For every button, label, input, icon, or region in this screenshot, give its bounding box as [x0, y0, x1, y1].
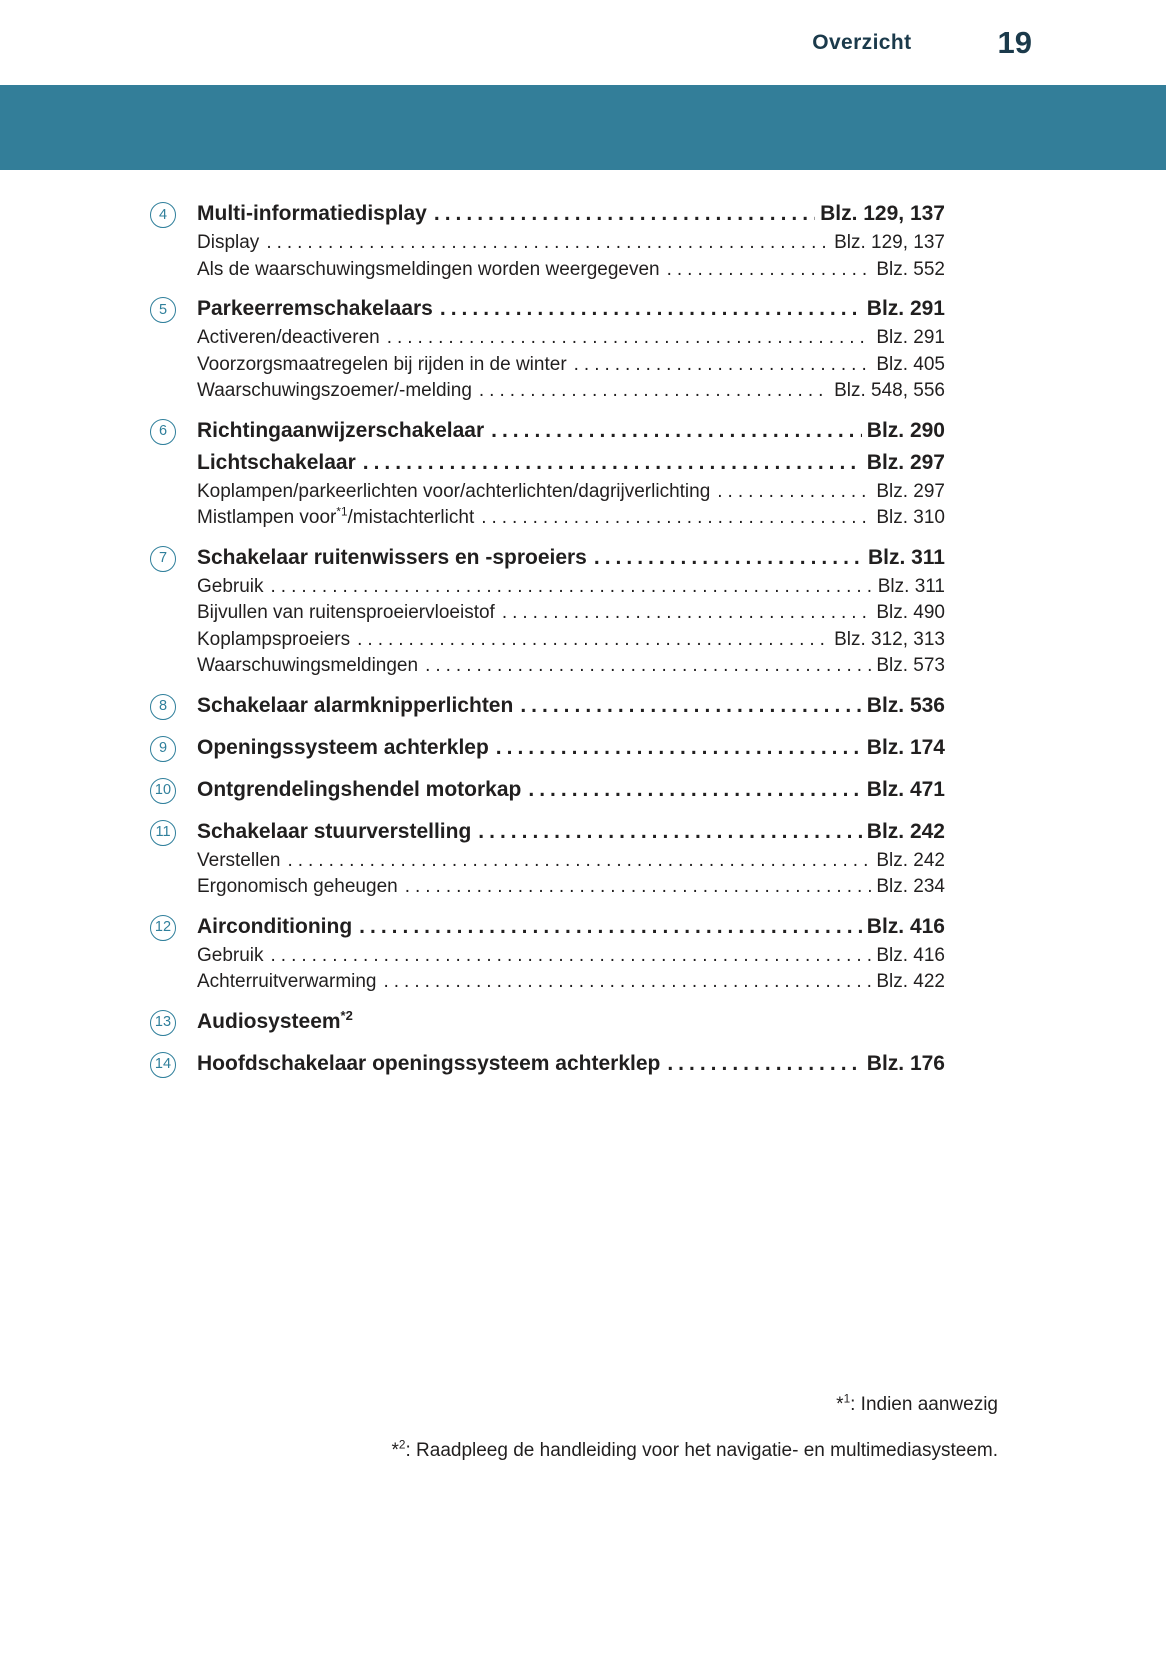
- entry-label: Koplampsproeiers: [197, 628, 351, 650]
- dot-leader: [440, 293, 862, 325]
- page-number: 19: [997, 24, 1032, 60]
- section-content: [197, 1048, 945, 1080]
- section-content: [197, 1006, 945, 1038]
- toc-section: [150, 198, 945, 283]
- entry-label: Waarschuwingszoemer/-melding: [197, 380, 472, 401]
- circled-number-badge: 12: [150, 915, 176, 941]
- circled-number-badge: 9: [150, 736, 176, 762]
- dot-leader: [359, 911, 862, 943]
- section-number-cell: [150, 542, 197, 680]
- section-content: [197, 542, 945, 680]
- section-content: [197, 198, 945, 283]
- page-reference: Blz. 129, 137: [834, 232, 945, 253]
- page-reference: Blz. 422: [876, 971, 945, 992]
- dot-leader: [271, 943, 872, 970]
- circled-number-badge: 7: [150, 546, 176, 572]
- entry-label: Schakelaar alarmknipperlichten: [197, 693, 514, 717]
- toc-title-row: [197, 911, 945, 943]
- entry-label: Bijvullen van ruitensproeiervloeistof: [197, 602, 495, 623]
- toc-section: [150, 732, 945, 764]
- page-reference: Blz. 297: [876, 480, 945, 502]
- toc-section: [150, 293, 945, 405]
- page-header-title: Overzicht: [812, 30, 912, 54]
- entry-label: Ontgrendelingshendel motorkap: [197, 777, 522, 801]
- section-number-cell: [150, 1048, 197, 1080]
- superscript-marker: *2: [340, 1007, 353, 1023]
- entry-label: Lichtschakelaar: [197, 450, 356, 474]
- page-reference: Blz. 291: [876, 327, 945, 348]
- section-number-cell: [150, 415, 197, 532]
- section-content: [197, 911, 945, 996]
- toc-section: [150, 415, 945, 532]
- toc-sub-row: [197, 325, 945, 352]
- dot-leader: [667, 1048, 861, 1080]
- toc-sub-row: [197, 943, 945, 970]
- toc-title-row: [197, 293, 945, 325]
- superscript-marker: *1: [336, 505, 348, 519]
- toc-sub-row: [197, 230, 945, 257]
- entry-label: Audiosysteem$^{*2}$: [197, 1007, 353, 1033]
- teal-band: [0, 85, 1166, 170]
- toc-title-row: [197, 816, 945, 848]
- toc-sub-row: [197, 627, 945, 654]
- circled-number-badge: 6: [150, 419, 176, 445]
- page-reference: Blz. 242: [866, 819, 945, 843]
- entry-label: Parkeerremschakelaars: [197, 297, 433, 320]
- toc-sub-row: [197, 874, 945, 901]
- entry-label: Ergonomisch geheugen: [197, 876, 398, 897]
- section-content: [197, 816, 945, 901]
- page-reference: Blz. 129, 137: [820, 202, 945, 225]
- page-reference: Blz. 490: [876, 602, 945, 623]
- section-number-cell: [150, 1006, 197, 1038]
- section-number-cell: [150, 732, 197, 764]
- circled-number-badge: 13: [150, 1010, 176, 1036]
- dot-leader: [667, 257, 872, 284]
- footnote: *$^1$: Indien aanwezig: [836, 1392, 998, 1415]
- page-reference: Blz. 548, 556: [834, 380, 945, 401]
- page-reference: Blz. 234: [876, 876, 945, 897]
- entry-label: Mistlampen voor$^{*1}$/mistachterlicht: [197, 505, 475, 528]
- toc-section: [150, 690, 945, 722]
- superscript-marker: 1: [843, 1392, 851, 1406]
- page-reference: Blz. 291: [866, 297, 945, 320]
- page-reference: Blz. 416: [876, 944, 945, 966]
- page-reference: Blz. 174: [866, 735, 945, 759]
- dot-leader: [502, 600, 872, 627]
- entry-label: Achterruitverwarming: [197, 971, 377, 992]
- entry-label: Schakelaar ruitenwissers en -sproeiers: [197, 545, 587, 569]
- entry-label: Airconditioning: [197, 914, 353, 938]
- dot-leader: [387, 325, 872, 352]
- entry-label: Richtingaanwijzerschakelaar: [197, 418, 485, 442]
- section-number-cell: [150, 690, 197, 722]
- section-content: [197, 732, 945, 764]
- toc-sub-row: [197, 848, 945, 875]
- section-content: [197, 690, 945, 722]
- entry-label: Koplampen/parkeerlichten voor/achterlichten/dagrijverlichting: [197, 480, 711, 502]
- circled-number-badge: 11: [150, 820, 176, 846]
- entry-label: Display: [197, 232, 260, 253]
- page-reference: Blz. 552: [876, 258, 945, 280]
- dot-leader: [496, 732, 862, 764]
- section-number-cell: [150, 774, 197, 806]
- toc-sub-row: [197, 352, 945, 379]
- entry-label: Verstellen: [197, 849, 281, 871]
- dot-leader: [478, 816, 861, 848]
- dot-leader: [363, 447, 862, 479]
- toc-title-row: [197, 447, 945, 479]
- toc-sub-row: [197, 378, 945, 405]
- dot-leader: [434, 198, 815, 230]
- entry-label: Waarschuwingsmeldingen: [197, 655, 419, 676]
- section-content: [197, 293, 945, 405]
- dot-leader: [520, 690, 861, 722]
- superscript-marker: 2: [398, 1438, 406, 1452]
- page-reference: Blz. 176: [866, 1051, 945, 1075]
- dot-leader: [479, 378, 829, 405]
- circled-number-badge: 14: [150, 1052, 176, 1078]
- dot-leader: [271, 574, 873, 601]
- dot-leader: [357, 627, 829, 654]
- toc-title-row: [197, 1006, 945, 1038]
- toc-section: [150, 542, 945, 680]
- toc-title-row: [197, 774, 945, 806]
- toc-title-row: [197, 542, 945, 574]
- dot-leader: [425, 653, 871, 680]
- footnotes: [392, 1392, 998, 1484]
- dot-leader: [266, 230, 829, 257]
- toc-sub-row: [197, 574, 945, 601]
- toc-list: [0, 170, 1166, 1080]
- section-content: [197, 774, 945, 806]
- page-reference: Blz. 416: [866, 914, 945, 938]
- entry-label: Openingssysteem achterklep: [197, 735, 489, 759]
- circled-number-badge: 10: [150, 778, 176, 804]
- toc-section: [150, 1048, 945, 1080]
- section-number-cell: [150, 816, 197, 901]
- entry-label: Voorzorgsmaatregelen bij rijden in de winter: [197, 353, 567, 375]
- circled-number-badge: 5: [150, 297, 176, 323]
- page-reference: Blz. 311: [867, 545, 945, 569]
- page-reference: Blz. 297: [866, 450, 945, 474]
- dot-leader: [384, 969, 872, 996]
- entry-label: Hoofdschakelaar openingssysteem achterklep: [197, 1051, 661, 1075]
- entry-label: Activeren/deactiveren: [197, 327, 380, 348]
- entry-label: Schakelaar stuurverstelling: [197, 819, 472, 843]
- dot-leader: [405, 874, 872, 901]
- toc-title-row: [197, 690, 945, 722]
- toc-title-row: [197, 732, 945, 764]
- circled-number-badge: 8: [150, 694, 176, 720]
- entry-label: Gebruik: [197, 944, 264, 966]
- page-reference: Blz. 573: [876, 655, 945, 676]
- toc-sub-row: [197, 600, 945, 627]
- dot-leader: [528, 774, 861, 806]
- toc-title-row: [197, 415, 945, 447]
- dot-leader: [574, 352, 872, 379]
- entry-label: Multi-informatiedisplay: [197, 202, 427, 225]
- dot-leader: [287, 848, 871, 875]
- section-number-cell: [150, 198, 197, 283]
- footnote: *$^2$: Raadpleeg de handleiding voor het navigatie- en multimediasysteem.: [391, 1438, 998, 1461]
- page-reference: Blz. 405: [876, 353, 945, 375]
- dot-leader: [717, 479, 871, 506]
- page-reference: Blz. 242: [876, 849, 945, 871]
- circled-number-badge: 4: [150, 202, 176, 228]
- page-reference: Blz. 310: [876, 507, 945, 528]
- page-reference: Blz. 536: [866, 693, 945, 717]
- entry-label: Als de waarschuwingsmeldingen worden weergegeven: [197, 258, 660, 280]
- section-number-cell: [150, 911, 197, 996]
- page-reference: Blz. 471: [866, 777, 945, 801]
- page-reference: Blz. 312, 313: [834, 628, 945, 650]
- section-number-cell: [150, 293, 197, 405]
- dot-leader: [481, 505, 871, 532]
- toc-sub-row: [197, 257, 945, 284]
- dot-leader: [594, 542, 863, 574]
- toc-section: [150, 1006, 945, 1038]
- entry-label: Gebruik: [197, 575, 264, 597]
- toc-title-row: [197, 1048, 945, 1080]
- toc-title-row: [197, 198, 945, 230]
- toc-sub-row: [197, 969, 945, 996]
- page-header: [0, 0, 1166, 85]
- page-reference: Blz. 290: [866, 418, 945, 442]
- page-reference: Blz. 311: [877, 575, 945, 597]
- toc-sub-row: [197, 505, 945, 532]
- toc-section: [150, 911, 945, 996]
- toc-sub-row: [197, 653, 945, 680]
- toc-section: [150, 774, 945, 806]
- toc-section: [150, 816, 945, 901]
- section-content: [197, 415, 945, 532]
- dot-leader: [491, 415, 862, 447]
- toc-sub-row: [197, 479, 945, 506]
